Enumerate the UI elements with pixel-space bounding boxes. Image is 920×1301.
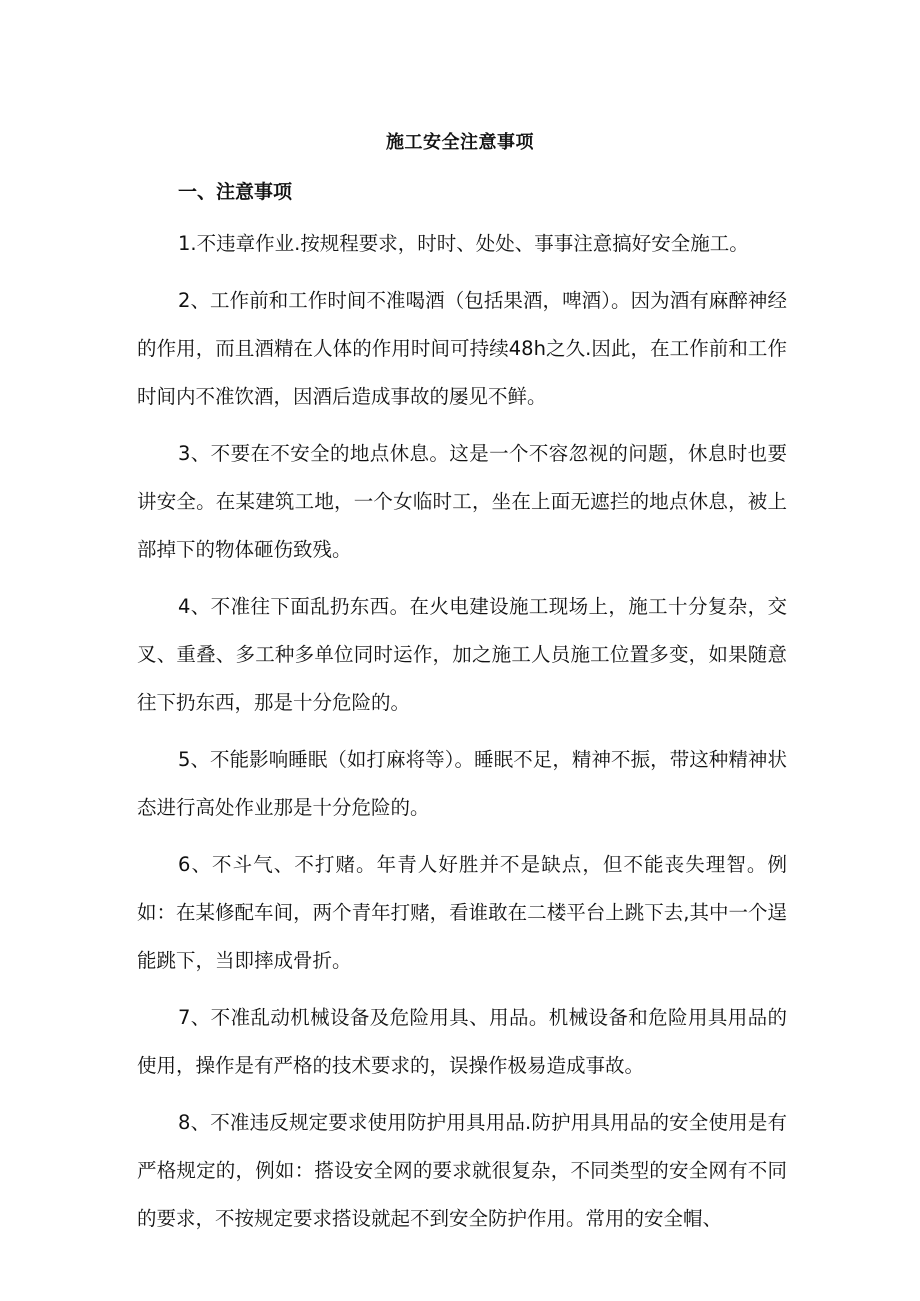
- paragraph-6: 6、不斗气、不打赌。年青人好胜并不是缺点，但不能丧失理智。例如：在某修配车间，两个青年打赌，看谁敢在二楼平台上跳下去,其中一个逞能跳下，当即摔成骨折。: [137, 853, 787, 972]
- document-title: 施工安全注意事项: [386, 132, 534, 153]
- paragraph-1: 1.不违章作业.按规程要求，时时、处处、事事注意搞好安全施工。: [178, 232, 749, 255]
- document-body: [137, 220, 787, 1252]
- paragraph-4: 4、不准往下面乱扔东西。在火电建设施工现场上，施工十分复杂，交叉、重叠、多工种多单位同时运作，加之施工人员施工位置多变，如果随意往下扔东西，那是十分危险的。: [137, 595, 787, 714]
- paragraph-7: 7、不准乱动机械设备及危险用具、用品。机械设备和危险用具用品的使用，操作是有严格的技术要求的，误操作极易造成事故。: [137, 1006, 787, 1077]
- paragraph-2: 2、工作前和工作时间不准喝酒（包括果酒，啤酒）。因为酒有麻醉神经的作用，而且酒精在人体的作用时间可持续48h之久.因此，在工作前和工作时间内不准饮酒，因酒后造成事故的屡见不鲜。: [137, 289, 787, 408]
- paragraph-5: 5、不能影响睡眠（如打麻将等）。睡眠不足，精神不振，带这种精神状态进行高处作业那是十分危险的。: [137, 748, 787, 819]
- section-heading: 一、注意事项: [178, 181, 293, 203]
- paragraph-3: 3、不要在不安全的地点休息。这是一个不容忽视的问题，休息时也要讲安全。在某建筑工地，一个女临时工，坐在上面无遮拦的地点休息，被上部掉下的物体砸伤致残。: [137, 442, 787, 561]
- paragraph-8: 8、不准违反规定要求使用防护用具用品.防护用具用品的安全使用是有严格规定的，例如：搭设安全网的要求就很复杂，不同类型的安全网有不同的要求，不按规定要求搭设就起不到安全防护作用。常用的安全帽、: [137, 1111, 787, 1230]
